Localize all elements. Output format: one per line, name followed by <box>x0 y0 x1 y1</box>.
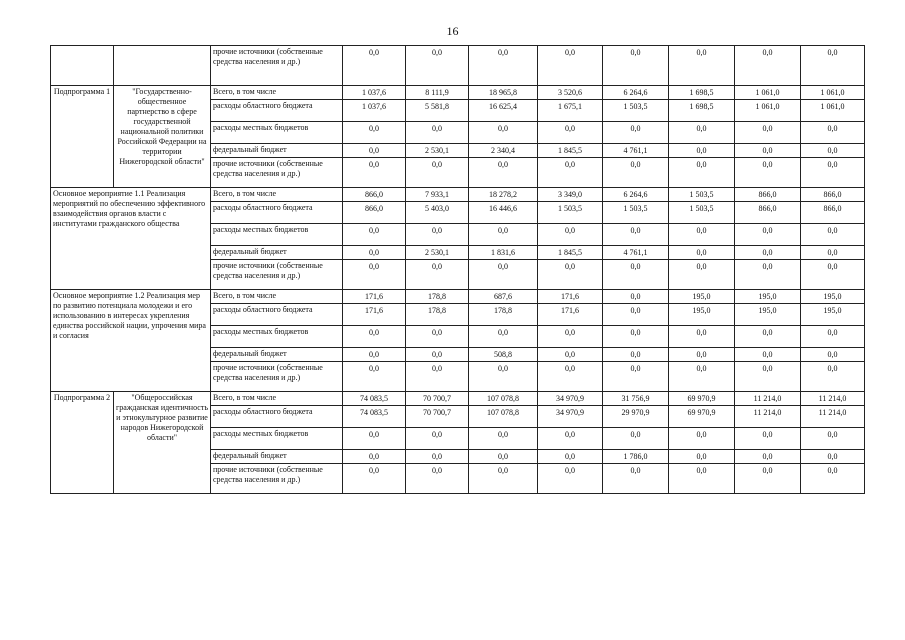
value-cell: 0,0 <box>538 224 603 246</box>
source-total: Всего, в том числе <box>211 392 343 406</box>
value-cell: 18 278,2 <box>469 188 538 202</box>
value-cell: 866,0 <box>343 202 406 224</box>
value-cell: 0,0 <box>603 260 669 290</box>
subprogram-1-title: "Государственно-общественное партнерство в сфере государственной национальной политики Российской Федерации на территории Нижегородской области" <box>114 86 211 188</box>
value-cell: 171,6 <box>343 304 406 326</box>
value-cell: 0,0 <box>538 158 603 188</box>
value-cell: 0,0 <box>735 362 801 392</box>
value-cell: 866,0 <box>343 188 406 202</box>
value-cell: 1 831,6 <box>469 246 538 260</box>
value-cell: 866,0 <box>735 202 801 224</box>
source-local-budgets: расходы местных бюджетов <box>211 326 343 348</box>
value-cell: 4 761,1 <box>603 144 669 158</box>
value-cell: 0,0 <box>801 348 865 362</box>
value-cell: 0,0 <box>603 158 669 188</box>
activity-1-2-title: Основное мероприятие 1.2 Реализация мер по развитию потенциала молодежи и его использованию в интересах укрепления единства российской нации, упрочения мира и согласия <box>51 290 211 392</box>
value-cell: 11 214,0 <box>735 406 801 428</box>
value-cell: 0,0 <box>801 260 865 290</box>
value-cell: 0,0 <box>801 464 865 494</box>
value-cell: 0,0 <box>735 122 801 144</box>
value-cell: 0,0 <box>669 246 735 260</box>
value-cell: 0,0 <box>469 224 538 246</box>
value-cell: 0,0 <box>801 450 865 464</box>
page-number: 16 <box>446 24 459 38</box>
value-cell: 0,0 <box>603 464 669 494</box>
table-row <box>51 188 865 202</box>
table-row <box>51 46 865 86</box>
value-cell: 0,0 <box>406 450 469 464</box>
source-total: Всего, в том числе <box>211 290 343 304</box>
source-federal-budget: федеральный бюджет <box>211 246 343 260</box>
value-cell: 0,0 <box>406 260 469 290</box>
value-cell: 0,0 <box>669 428 735 450</box>
value-cell: 0,0 <box>406 224 469 246</box>
value-cell: 866,0 <box>735 188 801 202</box>
value-cell: 3 520,6 <box>538 86 603 100</box>
value-cell: 195,0 <box>801 290 865 304</box>
source-regional-budget: расходы областного бюджета <box>211 100 343 122</box>
value-cell: 1 503,5 <box>603 100 669 122</box>
value-cell: 2 340,4 <box>469 144 538 158</box>
value-cell: 0,0 <box>801 224 865 246</box>
value-cell: 1 675,1 <box>538 100 603 122</box>
value-cell: 0,0 <box>469 158 538 188</box>
value-cell: 70 700,7 <box>406 392 469 406</box>
value-cell: 0,0 <box>801 122 865 144</box>
value-cell: 5 581,8 <box>406 100 469 122</box>
value-cell: 0,0 <box>469 260 538 290</box>
value-cell: 107 078,8 <box>469 392 538 406</box>
source-regional-budget: расходы областного бюджета <box>211 304 343 326</box>
value-cell: 69 970,9 <box>669 392 735 406</box>
value-cell: 0,0 <box>801 246 865 260</box>
value-cell: 0,0 <box>406 158 469 188</box>
value-cell: 0,0 <box>603 224 669 246</box>
value-cell: 7 933,1 <box>406 188 469 202</box>
value-cell: 195,0 <box>735 290 801 304</box>
source-regional-budget: расходы областного бюджета <box>211 202 343 224</box>
value-cell: 0,0 <box>669 326 735 348</box>
value-cell: 0,0 <box>603 428 669 450</box>
value-cell: 0,0 <box>538 260 603 290</box>
value-cell: 0,0 <box>801 144 865 158</box>
value-cell: 1 698,5 <box>669 86 735 100</box>
value-cell: 0,0 <box>735 246 801 260</box>
value-cell: 0,0 <box>343 246 406 260</box>
value-cell: 0,0 <box>801 362 865 392</box>
value-cell: 0,0 <box>735 144 801 158</box>
value-cell: 0,0 <box>801 428 865 450</box>
value-cell: 0,0 <box>406 362 469 392</box>
value-cell: 0,0 <box>343 122 406 144</box>
source-federal-budget: федеральный бюджет <box>211 450 343 464</box>
value-cell: 0,0 <box>669 464 735 494</box>
value-cell: 0,0 <box>603 46 669 86</box>
table-body <box>51 46 865 494</box>
value-cell: 0,0 <box>538 326 603 348</box>
value-cell: 0,0 <box>538 450 603 464</box>
value-cell: 1 845,5 <box>538 246 603 260</box>
value-cell: 1 061,0 <box>735 100 801 122</box>
value-cell: 1 037,6 <box>343 86 406 100</box>
empty-cell <box>114 46 211 86</box>
source-total: Всего, в том числе <box>211 86 343 100</box>
value-cell: 11 214,0 <box>801 406 865 428</box>
value-cell: 0,0 <box>735 158 801 188</box>
value-cell: 0,0 <box>343 362 406 392</box>
value-cell: 178,8 <box>406 304 469 326</box>
value-cell: 1 061,0 <box>801 100 865 122</box>
source-other: прочие источники (собственные средства населения и др.) <box>211 362 343 392</box>
value-cell: 0,0 <box>406 348 469 362</box>
value-cell: 11 214,0 <box>735 392 801 406</box>
value-cell: 1 786,0 <box>603 450 669 464</box>
value-cell: 171,6 <box>538 304 603 326</box>
value-cell: 0,0 <box>469 464 538 494</box>
value-cell: 8 111,9 <box>406 86 469 100</box>
table-row <box>51 392 865 406</box>
value-cell: 0,0 <box>801 46 865 86</box>
value-cell: 11 214,0 <box>801 392 865 406</box>
value-cell: 0,0 <box>603 348 669 362</box>
value-cell: 0,0 <box>343 158 406 188</box>
subprogram-2-name: Подпрограмма 2 <box>51 392 114 494</box>
value-cell: 0,0 <box>406 46 469 86</box>
source-other: прочие источники (собственные средства населения и др.) <box>211 46 343 86</box>
value-cell: 4 761,1 <box>603 246 669 260</box>
value-cell: 0,0 <box>406 464 469 494</box>
value-cell: 178,8 <box>406 290 469 304</box>
value-cell: 3 349,0 <box>538 188 603 202</box>
value-cell: 5 403,0 <box>406 202 469 224</box>
source-federal-budget: федеральный бюджет <box>211 348 343 362</box>
value-cell: 1 037,6 <box>343 100 406 122</box>
value-cell: 0,0 <box>669 348 735 362</box>
value-cell: 171,6 <box>538 290 603 304</box>
value-cell: 16 446,6 <box>469 202 538 224</box>
value-cell: 0,0 <box>669 122 735 144</box>
value-cell: 1 061,0 <box>801 86 865 100</box>
value-cell: 0,0 <box>735 326 801 348</box>
value-cell: 0,0 <box>735 450 801 464</box>
value-cell: 0,0 <box>603 326 669 348</box>
value-cell: 0,0 <box>469 362 538 392</box>
value-cell: 6 264,6 <box>603 188 669 202</box>
value-cell: 0,0 <box>469 122 538 144</box>
value-cell: 16 625,4 <box>469 100 538 122</box>
value-cell: 171,6 <box>343 290 406 304</box>
value-cell: 0,0 <box>343 348 406 362</box>
value-cell: 18 965,8 <box>469 86 538 100</box>
value-cell: 687,6 <box>469 290 538 304</box>
subprogram-2-title: "Общероссийская гражданская идентичность и этнокультурное развитие народов Нижегородской области" <box>114 392 211 494</box>
value-cell: 0,0 <box>538 348 603 362</box>
value-cell: 0,0 <box>669 46 735 86</box>
value-cell: 0,0 <box>603 304 669 326</box>
value-cell: 0,0 <box>406 428 469 450</box>
value-cell: 6 264,6 <box>603 86 669 100</box>
value-cell: 0,0 <box>343 428 406 450</box>
table-row <box>51 86 865 100</box>
source-local-budgets: расходы местных бюджетов <box>211 122 343 144</box>
activity-1-1-title: Основное мероприятие 1.1 Реализация мероприятий по обеспечению эффективного взаимодействия органов власти с институтами гражданского общества <box>51 188 211 290</box>
value-cell: 74 083,5 <box>343 406 406 428</box>
value-cell: 29 970,9 <box>603 406 669 428</box>
value-cell: 0,0 <box>538 464 603 494</box>
value-cell: 0,0 <box>406 326 469 348</box>
value-cell: 0,0 <box>469 428 538 450</box>
value-cell: 31 756,9 <box>603 392 669 406</box>
table-row <box>51 290 865 304</box>
value-cell: 2 530,1 <box>406 246 469 260</box>
value-cell: 1 503,5 <box>669 202 735 224</box>
value-cell: 0,0 <box>469 450 538 464</box>
value-cell: 0,0 <box>469 326 538 348</box>
value-cell: 0,0 <box>343 464 406 494</box>
value-cell: 195,0 <box>801 304 865 326</box>
value-cell: 0,0 <box>343 326 406 348</box>
value-cell: 0,0 <box>669 158 735 188</box>
value-cell: 0,0 <box>735 46 801 86</box>
value-cell: 178,8 <box>469 304 538 326</box>
value-cell: 0,0 <box>343 224 406 246</box>
value-cell: 0,0 <box>603 362 669 392</box>
value-cell: 0,0 <box>538 122 603 144</box>
value-cell: 34 970,9 <box>538 392 603 406</box>
value-cell: 2 530,1 <box>406 144 469 158</box>
value-cell: 107 078,8 <box>469 406 538 428</box>
value-cell: 508,8 <box>469 348 538 362</box>
value-cell: 0,0 <box>669 362 735 392</box>
value-cell: 0,0 <box>735 428 801 450</box>
value-cell: 1 503,5 <box>603 202 669 224</box>
source-other: прочие источники (собственные средства населения и др.) <box>211 464 343 494</box>
value-cell: 1 503,5 <box>538 202 603 224</box>
value-cell: 1 061,0 <box>735 86 801 100</box>
value-cell: 0,0 <box>538 46 603 86</box>
value-cell: 0,0 <box>735 260 801 290</box>
value-cell: 0,0 <box>343 260 406 290</box>
value-cell: 0,0 <box>343 144 406 158</box>
value-cell: 0,0 <box>343 450 406 464</box>
subprogram-1-name: Подпрограмма 1 <box>51 86 114 188</box>
source-total: Всего, в том числе <box>211 188 343 202</box>
source-local-budgets: расходы местных бюджетов <box>211 428 343 450</box>
value-cell: 1 845,5 <box>538 144 603 158</box>
value-cell: 0,0 <box>735 224 801 246</box>
value-cell: 195,0 <box>669 304 735 326</box>
source-regional-budget: расходы областного бюджета <box>211 406 343 428</box>
value-cell: 0,0 <box>735 464 801 494</box>
value-cell: 0,0 <box>669 224 735 246</box>
value-cell: 0,0 <box>469 46 538 86</box>
value-cell: 195,0 <box>669 290 735 304</box>
value-cell: 0,0 <box>603 290 669 304</box>
value-cell: 34 970,9 <box>538 406 603 428</box>
value-cell: 0,0 <box>538 428 603 450</box>
value-cell: 69 970,9 <box>669 406 735 428</box>
value-cell: 0,0 <box>669 450 735 464</box>
budget-table <box>50 45 865 494</box>
value-cell: 0,0 <box>406 122 469 144</box>
value-cell: 195,0 <box>735 304 801 326</box>
value-cell: 70 700,7 <box>406 406 469 428</box>
source-other: прочие источники (собственные средства населения и др.) <box>211 260 343 290</box>
value-cell: 0,0 <box>343 46 406 86</box>
value-cell: 0,0 <box>538 362 603 392</box>
value-cell: 1 698,5 <box>669 100 735 122</box>
value-cell: 0,0 <box>669 144 735 158</box>
value-cell: 866,0 <box>801 188 865 202</box>
value-cell: 0,0 <box>603 122 669 144</box>
value-cell: 1 503,5 <box>669 188 735 202</box>
source-federal-budget: федеральный бюджет <box>211 144 343 158</box>
source-other: прочие источники (собственные средства населения и др.) <box>211 158 343 188</box>
value-cell: 0,0 <box>801 326 865 348</box>
value-cell: 74 083,5 <box>343 392 406 406</box>
empty-cell <box>51 46 114 86</box>
source-local-budgets: расходы местных бюджетов <box>211 224 343 246</box>
value-cell: 0,0 <box>735 348 801 362</box>
value-cell: 866,0 <box>801 202 865 224</box>
value-cell: 0,0 <box>801 158 865 188</box>
value-cell: 0,0 <box>669 260 735 290</box>
